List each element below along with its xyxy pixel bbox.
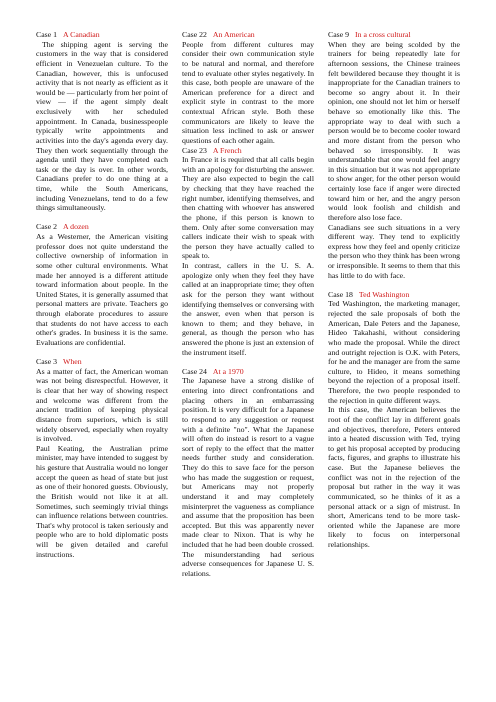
case-title: In a cross cultural bbox=[355, 30, 411, 39]
case-label: Case 1 bbox=[36, 30, 58, 39]
case-paragraph: Canadians see such situations in a very different way. They tend to explicitly express how they feel and openly criticize the person who they think has been wrong or irresponsible. It seems to them that this has little to do with face. bbox=[328, 222, 460, 280]
case-paragraph: The shipping agent is serving the customers in the way that is considered efficient in Venezuelan culture. To the Canadian, however, this is unfocused activity that is not nearly as efficient as it would be — particularly from her point of view — if the agent simply dealt exclusively with her scheduled appointment. In Canada, businesspeople typically write appointments and activities into the day's agenda every day. They then work sequentially through the agenda until they have completed each task or the day is over. In other words, Canadians prefer to do one thing at a time, while the South Americans, including Venezuelans, tend to do a few things simultaneously. bbox=[36, 39, 168, 213]
case-section bbox=[328, 30, 460, 280]
case-label: Case 18 bbox=[328, 289, 353, 299]
case-label: Case 2 bbox=[36, 222, 58, 232]
case-title: Ted Washington bbox=[358, 289, 410, 299]
case-heading bbox=[328, 290, 460, 300]
case-heading bbox=[182, 146, 314, 156]
case-paragraph: In this case, the American believes the root of the conflict lay in different goals and objectives, therefore, Peters entered into a heated discussion with Ted, trying to get his proposal accepted by producing facts, figures, and graphs to illustrate his case. But the Japanese believes the conflict was not in the rejection of the proposal but rather in the way it was communicated, so he thinks of it as a personal attack or a sign of mistrust. In short, Americans tend to be more task-oriented while the Japanese are more likely to focus on interpersonal relationships. bbox=[328, 405, 460, 550]
case-label: Case 9 bbox=[328, 30, 350, 39]
case-label: Case 23 bbox=[182, 145, 207, 155]
case-section bbox=[182, 367, 314, 579]
case-title: A dozen bbox=[63, 222, 89, 232]
case-heading bbox=[36, 357, 168, 367]
column-middle bbox=[182, 30, 314, 588]
case-section bbox=[36, 357, 168, 559]
case-title: At a 1970 bbox=[212, 366, 244, 376]
case-paragraph: The Japanese have a strong dislike of entering into direct confrontations and placing others in an embarrassing position. It is very difficult for a Japanese to respond to any suggestion or request with a definite "no". What the Japanese will often do instead is resort to a vague sort of reply to the effect that the matter needs further study and consideration. They do this to save face for the person who has made the suggestion or request, but Americans may not properly understand it and may completely misinterpret the vagueness as compliance and assume that the proposition has been accepted. But this was apparently never made clear to Nixon. That is why he included that he had been double crossed. The misunderstanding had serious adverse consequences for Japanese U. S. relations. bbox=[182, 376, 314, 578]
case-paragraph: People from different cultures may consider their own communication style to be natural and normal, and therefore tend to evaluate other styles negatively. In this case, both people are unaware of the American preference for a direct and explicit style in contrast to the more contextual African style. Both these communicators are likely to leave the situation less inclined to ask or answer questions of each other again. bbox=[182, 39, 314, 145]
case-label: Case 24 bbox=[182, 366, 207, 376]
case-title: A Canadian bbox=[63, 30, 100, 39]
case-heading bbox=[36, 222, 168, 232]
case-heading bbox=[328, 30, 460, 40]
case-title: A French bbox=[212, 145, 242, 155]
case-heading bbox=[36, 30, 168, 40]
case-paragraph: Paul Keating, the Australian prime minister, may have intended to suggest by his gesture that Australia would no longer accept the queen as head of state but just as one of their honored guests. Obviously, the British would not like it at all. Sometimes, such seemingly trivial things can influence relations between countries. That's why protocol is taken seriously and people who are to hold diplomatic posts will be given detailed and careful instructions. bbox=[36, 443, 168, 559]
case-section bbox=[328, 290, 460, 550]
case-paragraph: In France it is required that all calls begin with an apology for disturbing the answer. They are also expected to begin the call by checking that they have reached the right number, identifying themselves, and then chatting with whoever has answered the phone, if this person is known to them. Only after some conversation may callers indicate their wish to speak with the person they have actually called to speak to. bbox=[182, 155, 314, 261]
case-section bbox=[182, 30, 314, 146]
case-section bbox=[182, 146, 314, 358]
case-paragraph: Ted Washington, the marketing manager, rejected the sale proposals of both the American, Dale Peters and the Japanese, Hideo Takahashi, without considering who made the proposal. While the direct and outright rejection is O.K. with Peters, for he and the manager are from the same culture, to Hideo, it means something beyond the rejection of a proposal itself. Therefore, the two people responded to the rejection in quite different ways. bbox=[328, 299, 460, 405]
case-paragraph: In contrast, callers in the U. S. A. apologize only when they feel they have called at an inappropriate time; they often ask for the person they want without identifying themselves or conversing with the answer, even when that person is known to them; and they behave, in general, as though the person who has answered the phone is just an extension of the instrument itself. bbox=[182, 261, 314, 357]
case-label: Case 22 bbox=[182, 30, 207, 39]
column-right bbox=[328, 30, 460, 559]
case-title: An American bbox=[212, 30, 255, 39]
case-section bbox=[36, 222, 168, 347]
column-left bbox=[36, 30, 168, 569]
case-heading bbox=[182, 30, 314, 40]
case-paragraph: When they are being scolded by the trainers for being repeatedly late for afternoon sessions, the Chinese trainees felt bewildered because they thought it is inappropriate for the Canadian trainers to become so angry about it. In their opinion, one should not let him or herself behave so emotionally like this. The appropriate way to deal with such a person would be to become cooler toward and more distant from the person who behaved so irresponsibly. It was understandable that one would feel angry in this situation but it was not appropriate to show anger, for the other person would certainly lose face if anger were directed toward him or her, and the angry person would look foolish and childish and therefore also lose face. bbox=[328, 39, 460, 222]
case-heading bbox=[182, 367, 314, 377]
case-label: Case 3 bbox=[36, 357, 58, 367]
case-paragraph: As a Westerner, the American visiting professor does not quite understand the collective ownership of information in some other cultural environments. What made her annoyed is a different attitude toward information about people. In the United States, it is generally assumed that personal matters are private. Teachers go through elaborate procedures to assure that students do not have access to each other's grades. In business it is the same. Evaluations are confidential. bbox=[36, 232, 168, 347]
case-section bbox=[36, 30, 168, 213]
case-paragraph: As a matter of fact, the American woman was not being disrespectful. However, it is clear that her way of showing respect and welcome was different from the ancient tradition of keeping physical distance from superiors, which is still widely observed, especially when royalty is involved. bbox=[36, 366, 168, 444]
case-title: When bbox=[63, 357, 82, 367]
